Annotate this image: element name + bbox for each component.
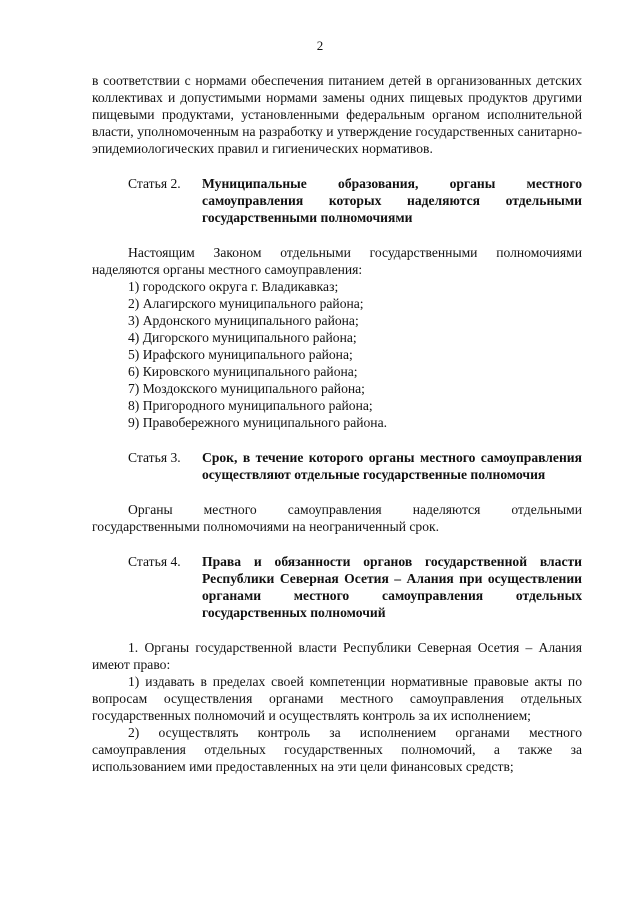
article-2-heading <box>92 175 582 226</box>
list-item: 1) городского округа г. Владикавказ; <box>128 279 339 294</box>
article-3-text: Органы местного самоуправления наделяются отдельными государственными полномочиями на неограниченный срок. <box>92 502 582 534</box>
article-4-title: Права и обязанности органов государственной власти Республики Северная Осетия – Алания при осуществлении органами местного самоуправления отдельных государственных полномочий <box>202 554 582 620</box>
article-2-label: Статья 2. <box>128 176 181 191</box>
list-item: 1) издавать в пределах своей компетенции нормативные правовые акты по вопросам осуществления органами местного самоуправления отдельных государственных полномочий и осуществлять контроль за их исполнением; <box>92 674 582 723</box>
page-number: 2 <box>316 38 324 53</box>
article-2-title: Муниципальные образования, органы местного самоуправления которых наделяются отдельными государственными полномочиями <box>202 176 582 225</box>
article-2-lead: Настоящим Законом отдельными государственными полномочиями наделяются органы местного самоуправления: <box>92 245 582 277</box>
article-3-heading <box>92 449 582 483</box>
article-3-label: Статья 3. <box>128 450 181 465</box>
list-item: 2) Алагирского муниципального района; <box>128 296 364 311</box>
list-item: 4) Дигорского муниципального района; <box>128 330 357 345</box>
list-item: 9) Правобережного муниципального района. <box>128 415 388 430</box>
list-item: 7) Моздокского муниципального района; <box>128 381 365 396</box>
list-item: 3) Ардонского муниципального района; <box>128 313 359 328</box>
article-3-title: Срок, в течение которого органы местного самоуправления осуществляют отдельные государственные полномочия <box>202 450 582 482</box>
list-item: 2) осуществлять контроль за исполнением органами местного самоуправления отдельных государственных полномочий, а также за использованием ими предоставленных на эти цели финансовых средств; <box>92 725 582 774</box>
article-4-label: Статья 4. <box>128 554 181 569</box>
article-4-lead: 1. Органы государственной власти Республики Северная Осетия – Алания имеют право: <box>92 640 582 672</box>
document-body <box>92 72 582 775</box>
list-item: 6) Кировского муниципального района; <box>128 364 358 379</box>
intro-paragraph: в соответствии с нормами обеспечения питанием детей в организованных детских коллективах и допустимыми нормами замены одних пищевых продуктов другими пищевыми продуктами, установленными федеральным органом исполнительной власти, уполномоченным на разработку и утверждение государственных санитарно-эпидемиологических правил и гигиенических нормативов. <box>92 73 582 156</box>
list-item: 5) Ирафского муниципального района; <box>128 347 353 362</box>
list-item: 8) Пригородного муниципального района; <box>128 398 373 413</box>
article-4-heading <box>92 553 582 621</box>
